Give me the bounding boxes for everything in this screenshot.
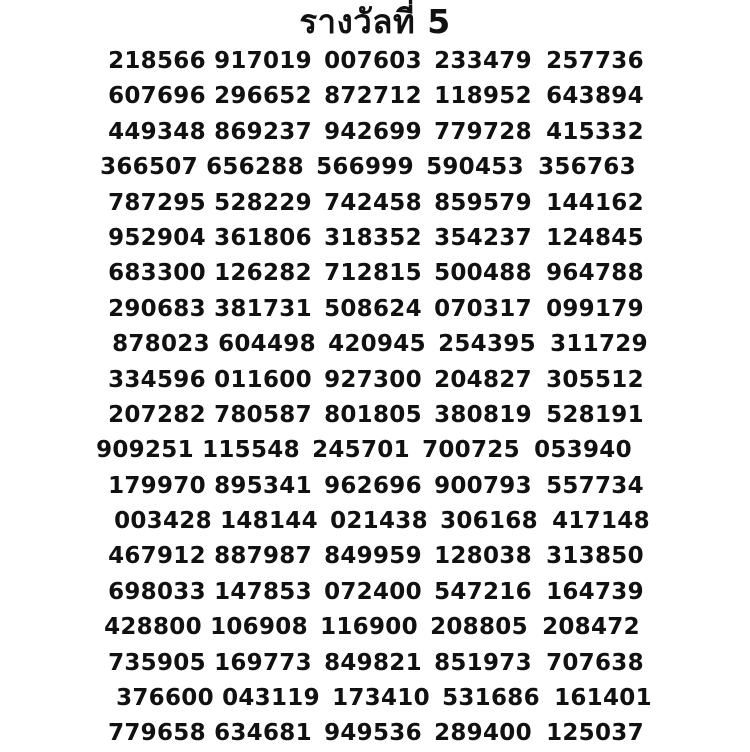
number-row <box>0 469 750 504</box>
prize-number: 942699 <box>324 118 422 145</box>
prize-number: 305512 <box>546 366 644 393</box>
prize-number: 161401 <box>554 685 652 712</box>
prize-number: 306168 <box>440 508 538 535</box>
prize-number: 927300 <box>324 366 422 393</box>
number-row <box>0 398 750 433</box>
prize-number: 070317 <box>434 295 532 322</box>
prize-number: 878023 <box>112 331 210 358</box>
prize-number: 126282 <box>214 260 312 287</box>
prize-number: 547216 <box>434 578 532 605</box>
prize-number: 712815 <box>324 260 422 287</box>
prize-number: 872712 <box>324 83 422 110</box>
prize-number: 207282 <box>108 401 206 428</box>
prize-number: 531686 <box>442 685 540 712</box>
prize-number: 011600 <box>214 366 312 393</box>
number-row <box>0 150 750 185</box>
prize-number: 566999 <box>316 154 414 181</box>
prize-number: 508624 <box>324 295 422 322</box>
prize-number: 683300 <box>108 260 206 287</box>
prize-number: 887987 <box>214 543 312 570</box>
prize-number: 296652 <box>214 83 312 110</box>
prize-number: 500488 <box>434 260 532 287</box>
prize-number: 115548 <box>202 437 300 464</box>
prize-number: 787295 <box>108 189 206 216</box>
prize-number: 707638 <box>546 649 644 676</box>
prize-number: 381731 <box>214 295 312 322</box>
prize-number: 900793 <box>434 472 532 499</box>
prize-number: 164739 <box>546 578 644 605</box>
prize-number: 859579 <box>434 189 532 216</box>
prize-number: 528191 <box>546 401 644 428</box>
prize-number: 318352 <box>324 224 422 251</box>
prize-number: 208472 <box>542 614 640 641</box>
prize-number: 895341 <box>214 472 312 499</box>
number-row <box>0 115 750 150</box>
prize-number: 254395 <box>438 331 536 358</box>
prize-number: 607696 <box>108 83 206 110</box>
prize-number: 313850 <box>546 543 644 570</box>
prize-number: 125037 <box>546 720 644 747</box>
prize-number: 528229 <box>214 189 312 216</box>
prize-number: 417148 <box>552 508 650 535</box>
prize-number: 116900 <box>320 614 418 641</box>
number-row <box>0 610 750 645</box>
number-row <box>0 433 750 468</box>
prize-number: 169773 <box>214 649 312 676</box>
prize-number: 909251 <box>96 437 194 464</box>
prize-number: 849959 <box>324 543 422 570</box>
prize-number: 415332 <box>546 118 644 145</box>
prize-number: 742458 <box>324 189 422 216</box>
number-row <box>0 44 750 79</box>
prize-number: 118952 <box>434 83 532 110</box>
prize-number-grid <box>0 44 750 752</box>
number-row <box>0 292 750 327</box>
prize-number: 428800 <box>104 614 202 641</box>
prize-number: 053940 <box>534 437 632 464</box>
prize-number: 179970 <box>108 472 206 499</box>
prize-number: 869237 <box>214 118 312 145</box>
number-row <box>0 79 750 114</box>
prize-number: 257736 <box>546 48 644 74</box>
prize-number: 964788 <box>546 260 644 287</box>
prize-number: 557734 <box>546 472 644 499</box>
prize-number: 173410 <box>332 685 430 712</box>
prize-number: 290683 <box>108 295 206 322</box>
prize-number: 590453 <box>426 154 524 181</box>
prize-number: 949536 <box>324 720 422 747</box>
number-row <box>0 539 750 574</box>
prize-number: 289400 <box>434 720 532 747</box>
prize-number: 003428 <box>114 508 212 535</box>
number-row <box>0 646 750 681</box>
prize-number: 072400 <box>324 578 422 605</box>
prize-number: 380819 <box>434 401 532 428</box>
prize-number: 124845 <box>546 224 644 251</box>
number-row <box>0 363 750 398</box>
prize-number: 204827 <box>434 366 532 393</box>
prize-number: 043119 <box>222 685 320 712</box>
prize-number: 106908 <box>210 614 308 641</box>
prize-number: 643894 <box>546 83 644 110</box>
number-row <box>0 186 750 221</box>
prize-number: 144162 <box>546 189 644 216</box>
number-row <box>0 575 750 610</box>
prize-number: 356763 <box>538 154 636 181</box>
prize-number: 700725 <box>422 437 520 464</box>
prize-number: 851973 <box>434 649 532 676</box>
number-row <box>0 327 750 362</box>
prize-number: 698033 <box>108 578 206 605</box>
number-row <box>0 716 750 751</box>
prize-number: 780587 <box>214 401 312 428</box>
prize-number: 218566 <box>108 48 206 74</box>
prize-number: 245701 <box>312 437 410 464</box>
prize-number: 311729 <box>550 331 648 358</box>
prize-number: 021438 <box>330 508 428 535</box>
prize-number: 099179 <box>546 295 644 322</box>
prize-number: 917019 <box>214 48 312 74</box>
number-row <box>0 221 750 256</box>
prize-number: 128038 <box>434 543 532 570</box>
prize-number: 801805 <box>324 401 422 428</box>
prize-number: 376600 <box>116 685 214 712</box>
prize-number: 849821 <box>324 649 422 676</box>
number-row <box>0 504 750 539</box>
prize-number: 634681 <box>214 720 312 747</box>
prize-number: 147853 <box>214 578 312 605</box>
prize-number: 420945 <box>328 331 426 358</box>
prize-number: 735905 <box>108 649 206 676</box>
prize-number: 148144 <box>220 508 318 535</box>
prize-number: 962696 <box>324 472 422 499</box>
prize-number: 449348 <box>108 118 206 145</box>
number-row <box>0 681 750 716</box>
prize-number: 656288 <box>206 154 304 181</box>
page-title: รางวัลที่ 5 <box>299 2 451 41</box>
number-row <box>0 256 750 291</box>
prize-number: 233479 <box>434 48 532 74</box>
prize-number: 366507 <box>100 154 198 181</box>
prize-number: 208805 <box>430 614 528 641</box>
prize-number: 354237 <box>434 224 532 251</box>
prize-number: 604498 <box>218 331 316 358</box>
prize-number: 007603 <box>324 48 422 74</box>
prize-number: 361806 <box>214 224 312 251</box>
prize-number: 334596 <box>108 366 206 393</box>
prize-number: 467912 <box>108 543 206 570</box>
prize-number: 952904 <box>108 224 206 251</box>
prize-number: 779658 <box>108 720 206 747</box>
prize-number: 779728 <box>434 118 532 145</box>
